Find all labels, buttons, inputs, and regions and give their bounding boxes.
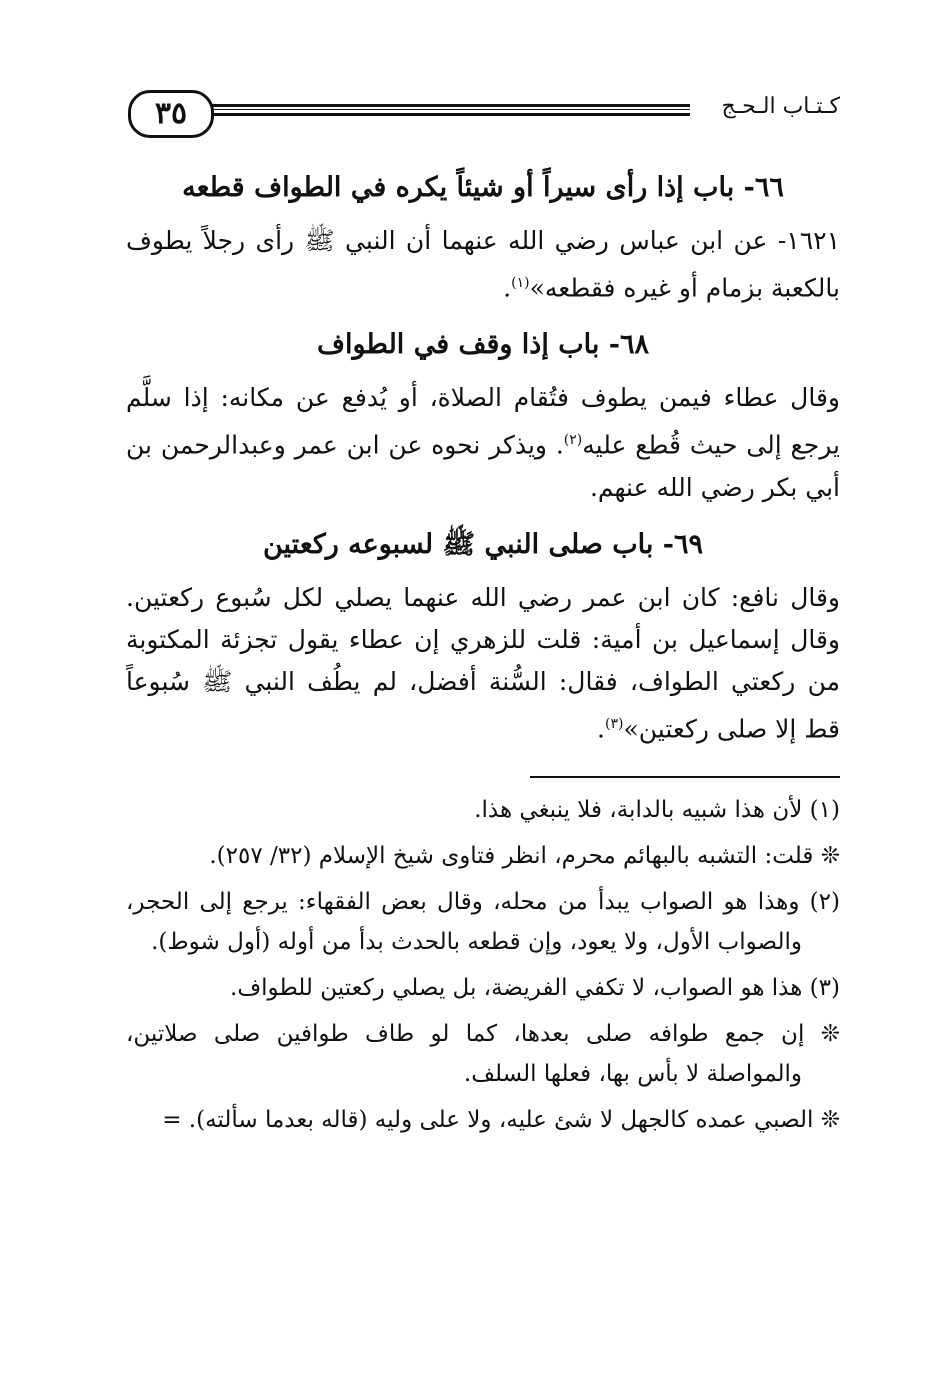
footnote-1-comment: ❊ قلت: التشبه بالبهائم محرم، انظر فتاوى شيخ الإسلام (٣٢/ ٢٥٧). bbox=[209, 842, 840, 869]
paragraph-tail: . bbox=[503, 273, 512, 303]
chapter-heading-69: ٦٩- باب صلى النبي ﷺ لسبوعه ركعتين bbox=[262, 528, 704, 560]
footnote-ref-1[interactable]: (١) bbox=[511, 275, 530, 291]
book-title: كـتـاب الـحـج bbox=[721, 94, 840, 119]
hadith-paragraph-1621: ١٦٢١- عن ابن عباس رضي الله عنهما أن النبي ﷺ رأى رجلاً يطوف بالكعبة بزمام أو غيره فقطعه»$^{(١)}$. bbox=[126, 226, 840, 303]
footnote-2: (٢) وهذا هو الصواب يبدأ من محله، وقال بعض الفقهاء: يرجع إلى الحجر، والصواب الأول، ولا يعود، وإن قطعه بالحدث بدأ من أوله (أول شوط). bbox=[126, 888, 840, 955]
chapter-heading-66: ٦٦- باب إذا رأى سيراً أو شيئاً يكره في الطواف قطعه bbox=[182, 172, 784, 203]
footnote-3-comment-a: ❊ إن جمع طوافه صلى بعدها، كما لو طاف طوافين صلى صلاتين، والمواصلة لا بأس بها، فعلها السلف. bbox=[126, 1020, 840, 1087]
page-number: ٣٥ bbox=[128, 90, 214, 138]
running-header bbox=[120, 88, 840, 144]
footnotes bbox=[126, 790, 840, 1140]
paragraph-tail: . bbox=[597, 713, 605, 743]
footnote-3: (٣) هذا هو الصواب، لا تكفي الفريضة، بل يصلي ركعتين للطواف. bbox=[230, 974, 840, 1001]
paragraph-nafi: وقال نافع: كان ابن عمر رضي الله عنهما يصلي لكل سُبوع ركعتين. وقال إسماعيل بن أمية: قلت للزهري إن عطاء يقول تجزئة المكتوبة من ركعتي الطواف، فقال: السُّنة أفضل، لم يطُف النبي ﷺ سُبوعاً قط إلا صلى ركعتين»$^{(٣)}$. bbox=[126, 582, 840, 743]
paragraph-text: وقال نافع: كان ابن عمر رضي الله عنهما يصلي لكل سُبوع ركعتين. وقال إسماعيل بن أمية: قلت للزهري إن عطاء يقول تجزئة المكتوبة من ركعتي الطواف، فقال: السُّنة أفضل، لم يطُف النبي ﷺ سُبوعاً قط إلا صلى ركعتين bbox=[126, 582, 840, 743]
footnote-separator bbox=[530, 776, 840, 778]
paragraph-text: ١٦٢١- عن ابن عباس رضي الله عنهما أن النبي ﷺ رأى رجلاً يطوف بالكعبة بزمام أو غيره فقطعه bbox=[126, 226, 840, 303]
paragraph-tail: . ويذكر نحوه عن ابن عمر وعبدالرحمن بن أبي بكر رضي الله عنهم. bbox=[126, 430, 840, 502]
footnote-1: (١) لأن هذا شبيه بالدابة، فلا ينبغي هذا. bbox=[474, 796, 840, 823]
paragraph-ata bbox=[126, 377, 840, 508]
paragraph-text: وقال عطاء فيمن يطوف فتُقام الصلاة، أو يُدفع عن مكانه: إذا سلَّم يرجع إلى حيث قُطع عليه bbox=[126, 383, 840, 460]
header-rule bbox=[212, 104, 690, 116]
main-text bbox=[126, 168, 840, 1146]
chapter-heading-68: ٦٨- باب إذا وقف في الطواف bbox=[316, 329, 650, 361]
footnote-3-comment-b: ❊ الصبي عمده كالجهل لا شئ عليه، ولا على وليه (قاله بعدما سألته). = bbox=[162, 1106, 840, 1133]
footnote-ref-3[interactable]: (٣) bbox=[605, 715, 624, 732]
footnote-ref-2[interactable]: (٢) bbox=[563, 432, 583, 449]
